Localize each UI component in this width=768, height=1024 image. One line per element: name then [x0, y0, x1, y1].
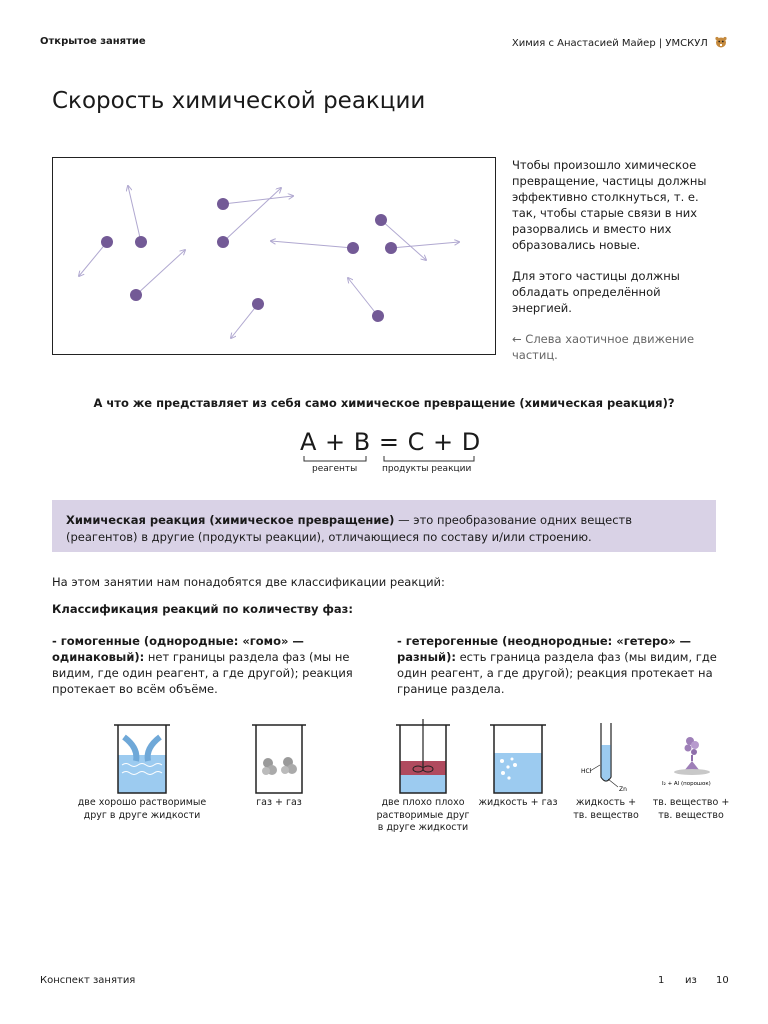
homogeneous-description — [52, 633, 357, 697]
side-paragraph-energy: Для этого частицы должны обладать определённой энергией. — [512, 269, 680, 315]
hcl-label: HCl — [581, 768, 592, 775]
definition-term: Химическая реакция (химическое превращение) — [66, 513, 395, 527]
side-paragraph-collision: Чтобы произошло химическое превращение, частицы должны эффективно столкнуться, т. е. так, чтобы старые связи в них разорвались и вместо них образовались новые. — [512, 158, 707, 252]
test-tube-liquid-solid-icon — [590, 723, 618, 787]
reagents-label: реагенты — [312, 464, 358, 474]
footer-label: Конспект занятия — [40, 975, 136, 986]
header-course-info — [512, 36, 728, 49]
iodine-aluminum-label: I₂ + Al (порошок) — [662, 781, 711, 787]
page-title: Скорость химической реакции — [52, 88, 426, 114]
homogeneous-body: нет границы раздела фаз (мы не видим, где один реагент, а где другой); реакция протекает во всём объёме. — [52, 650, 353, 696]
caption-solid-solid: тв. вещество + тв. вещество — [652, 797, 730, 821]
particle — [385, 242, 397, 254]
particle — [135, 236, 147, 248]
header-section-label: Открытое занятие — [40, 36, 146, 47]
caption-immiscible-liquids: две плохо плохо растворимые друг в друге жидкости — [376, 797, 470, 833]
header-course-label: Химия с Анастасией Майер | УМСКУЛ — [511, 38, 708, 49]
caption-gas-gas: газ + газ — [256, 797, 302, 808]
footer-page-current: 1 — [658, 975, 665, 986]
beaker-miscible-liquids-icon — [114, 725, 170, 793]
classification-title: Классификация реакций по количеству фаз: — [52, 602, 353, 616]
phase-illustrations — [0, 715, 768, 795]
beaver-logo-icon — [714, 36, 728, 48]
particle — [130, 289, 142, 301]
reaction-equation: A + B = C + D — [300, 428, 481, 456]
beaker-gas-gas-icon — [252, 725, 306, 793]
beaker-liquid-gas-icon — [490, 725, 546, 793]
intro-text: На этом занятии нам понадобятся две классификации реакций: — [52, 575, 445, 589]
powder-pile-solid-solid-icon — [674, 737, 710, 775]
zn-label: Zn — [619, 786, 627, 793]
particle — [252, 298, 264, 310]
particle — [217, 198, 229, 210]
heterogeneous-body: есть граница раздела фаз (мы видим, где один реагент, а где другой); реакция протекает на границе раздела. — [397, 650, 717, 696]
particle — [101, 236, 113, 248]
products-label: продукты реакции — [382, 464, 472, 474]
caption-liquid-solid: жидкость + тв. вещество — [573, 797, 639, 821]
side-paragraph-note: ← Слева хаотичное движение частиц. — [512, 332, 695, 362]
homogeneous-head: - гомогенные (однородные: «гомо» — одинаковый): — [52, 634, 304, 664]
footer-page-of: из — [685, 975, 697, 986]
heterogeneous-head: - гетерогенные (неоднородные: «гетеро» — разный): — [397, 634, 692, 664]
particle — [217, 236, 229, 248]
particle-motion-diagram — [53, 158, 497, 356]
beaker-immiscible-liquids-icon — [396, 719, 450, 793]
particle — [375, 214, 387, 226]
question-heading: А что же представляет из себя само химическое превращение (химическая реакция)? — [93, 396, 675, 410]
particle — [372, 310, 384, 322]
caption-liquid-gas: жидкость + газ — [478, 797, 558, 808]
heterogeneous-description — [397, 633, 717, 697]
side-explanation — [512, 157, 717, 363]
definition-text: — это преобразование одних веществ (реагентов) в другие (продукты реакции), отличающиеся по составу и/или строению. — [66, 513, 633, 544]
caption-miscible-liquids: две хорошо растворимые друг в друге жидкости — [77, 797, 207, 821]
footer-page-total: 10 — [716, 975, 729, 986]
definition-box — [52, 500, 716, 552]
particle-motion-figure — [52, 157, 496, 355]
particle — [347, 242, 359, 254]
